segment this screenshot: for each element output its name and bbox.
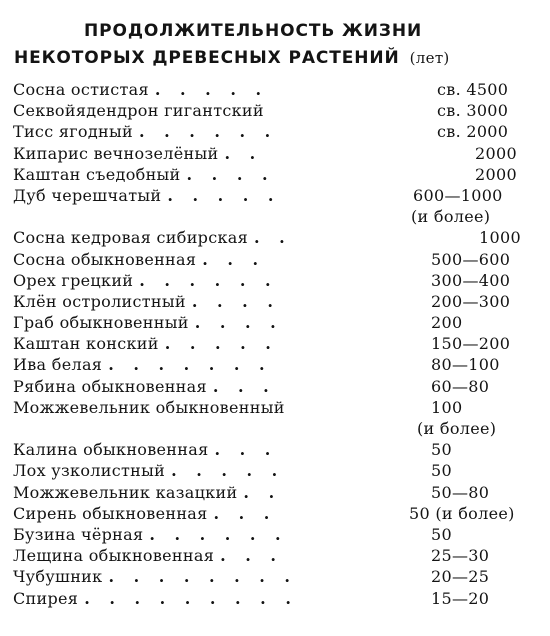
plant-name-text: Сосна остистая <box>13 80 149 99</box>
lifespan-value: 1000 <box>479 228 521 248</box>
plant-name <box>13 121 277 142</box>
plant-name-text: Сирень обыкновенная <box>13 503 208 523</box>
lifespan-value: 50 (и более) <box>409 503 515 523</box>
plant-name-text: Клён остролистный <box>13 291 186 311</box>
table-row <box>13 249 533 270</box>
leader-dots: . . . . <box>191 291 280 311</box>
plant-name-text: Дуб черешчатый <box>13 185 162 205</box>
leader-dots: . . . . <box>194 313 283 333</box>
plant-name <box>13 503 276 524</box>
leader-dots: . . . <box>220 546 283 566</box>
table-row <box>13 100 533 121</box>
leader-dots: . . . . . <box>164 334 278 354</box>
plant-name <box>13 227 292 248</box>
plant-name-text: Лещина обыкновенная <box>13 546 215 566</box>
leader-dots: . . . . . . . . <box>108 567 297 587</box>
leader-dots: . . . <box>213 503 277 523</box>
table-row <box>13 524 533 545</box>
lifespan-value: 50 <box>431 524 452 544</box>
plant-name <box>13 291 280 312</box>
plant-name-text: Спирея <box>13 588 79 608</box>
table-title-line-2 <box>14 48 450 68</box>
leader-dots: . . <box>224 143 263 163</box>
leader-dots: . . . . <box>186 164 275 184</box>
leader-dots: . . . . . . . <box>108 355 272 375</box>
leader-dots: . . <box>243 482 282 502</box>
table-row <box>13 460 533 481</box>
plant-name <box>13 545 283 566</box>
lifespan-value: 60—80 <box>431 376 490 396</box>
leader-dots: . . . <box>212 376 276 396</box>
lifespan-value: 50—80 <box>431 482 490 502</box>
leader-dots: . . . . . . . . . <box>84 588 298 608</box>
plant-name <box>13 354 272 375</box>
plant-name-text: Калина обыкновенная <box>13 440 209 460</box>
table-row <box>13 354 533 375</box>
plant-name <box>13 397 291 418</box>
plant-name-text: Рябина обыкновенная <box>13 376 207 396</box>
lifespan-value: св. 3000 <box>437 101 509 121</box>
title-text-2: НЕКОТОРЫХ ДРЕВЕСНЫХ РАСТЕНИЙ <box>14 48 400 68</box>
table-row <box>13 376 533 397</box>
table-row <box>13 312 533 333</box>
lifespan-value: 300—400 <box>431 270 511 290</box>
plant-name-text: Кипарис вечнозелёный <box>13 143 219 163</box>
lifespan-table <box>13 79 533 609</box>
leader-dots: . . . . . . <box>149 524 288 544</box>
plant-name <box>13 333 278 354</box>
plant-name-text: Каштан конский <box>13 334 159 354</box>
plant-name <box>13 460 284 481</box>
table-row <box>13 270 533 291</box>
plant-name <box>13 206 19 227</box>
plant-name <box>13 249 265 270</box>
lifespan-value: 500—600 <box>431 249 511 269</box>
title-text-1: ПРОДОЛЖИТЕЛЬНОСТЬ ЖИЗНИ <box>84 21 423 41</box>
table-row <box>13 227 533 248</box>
lifespan-value: св. 4500 <box>437 80 509 99</box>
lifespan-value: 150—200 <box>431 334 511 354</box>
plant-name-text: Бузина чёрная <box>13 524 144 544</box>
leader-dots: . . . . . <box>167 185 281 205</box>
leader-dots: . . . . . <box>154 80 269 99</box>
plant-name <box>13 270 278 291</box>
table-row <box>13 418 533 439</box>
table-row <box>13 397 533 418</box>
lifespan-value: 200—300 <box>431 291 511 311</box>
table-row <box>13 164 533 185</box>
table-row <box>13 545 533 566</box>
plant-name-text: Можжевельник казацкий <box>13 482 238 502</box>
plant-name-text: Каштан съедобный <box>13 164 181 184</box>
plant-name <box>13 482 281 503</box>
plant-name <box>13 418 19 439</box>
lifespan-value: 20—25 <box>431 567 490 587</box>
plant-name <box>13 164 275 185</box>
plant-name-text: Тисс ягодный <box>13 122 133 142</box>
table-title-line-1 <box>84 21 422 41</box>
table-row <box>13 566 533 587</box>
leader-dots: . . <box>254 228 292 248</box>
plant-name <box>13 79 268 100</box>
lifespan-value: 15—20 <box>431 588 490 608</box>
lifespan-value: 100 <box>431 397 463 417</box>
table-row <box>13 79 533 100</box>
leader-dots: . . . . . <box>171 461 285 481</box>
lifespan-value: 600—1000 <box>413 185 503 205</box>
table-row <box>13 588 533 609</box>
plant-name <box>13 143 262 164</box>
lifespan-value: 2000 <box>475 164 517 184</box>
lifespan-value: (и более) <box>411 207 491 227</box>
plant-name-text: Чубушник <box>13 567 103 587</box>
leader-dots: . . . . . . <box>138 122 278 142</box>
table-row <box>13 206 533 227</box>
table-row <box>13 143 533 164</box>
lifespan-value: 50 <box>431 440 452 460</box>
table-row <box>13 291 533 312</box>
lifespan-value: (и более) <box>417 419 497 438</box>
unit-label: (лет) <box>409 49 450 67</box>
lifespan-value: 200 <box>431 313 463 333</box>
plant-name <box>13 566 297 587</box>
plant-name-text: Лох узколистный <box>13 461 166 481</box>
plant-name <box>13 185 280 206</box>
plant-name <box>13 439 277 460</box>
leader-dots: . . . <box>202 249 266 269</box>
table-row <box>13 503 533 524</box>
plant-name <box>13 524 288 545</box>
leader-dots: . . . . . . <box>139 270 278 290</box>
lifespan-value: 25—30 <box>431 546 490 566</box>
plant-name-text: Орех грецкий <box>13 270 134 290</box>
lifespan-value: 2000 <box>475 143 517 163</box>
plant-name-text: Можжевельник обыкновенный <box>13 397 285 417</box>
table-row <box>13 121 533 142</box>
plant-name-text: Сосна обыкновенная <box>13 249 197 269</box>
plant-name <box>13 100 270 121</box>
plant-name-text: Секвойядендрон гигантский <box>13 101 264 121</box>
table-row <box>13 482 533 503</box>
leader-dots: . . . <box>214 440 278 460</box>
plant-name <box>13 376 276 397</box>
table-row <box>13 185 533 206</box>
lifespan-value: 50 <box>431 461 452 481</box>
plant-name <box>13 588 298 609</box>
table-row <box>13 439 533 460</box>
plant-name-text: Граб обыкновенный <box>13 313 189 333</box>
lifespan-value: св. 2000 <box>437 122 509 142</box>
table-row <box>13 333 533 354</box>
lifespan-value: 80—100 <box>431 355 500 375</box>
plant-name-text: Ива белая <box>13 355 103 375</box>
plant-name-text: Сосна кедровая сибирская <box>13 228 249 248</box>
plant-name <box>13 312 283 333</box>
